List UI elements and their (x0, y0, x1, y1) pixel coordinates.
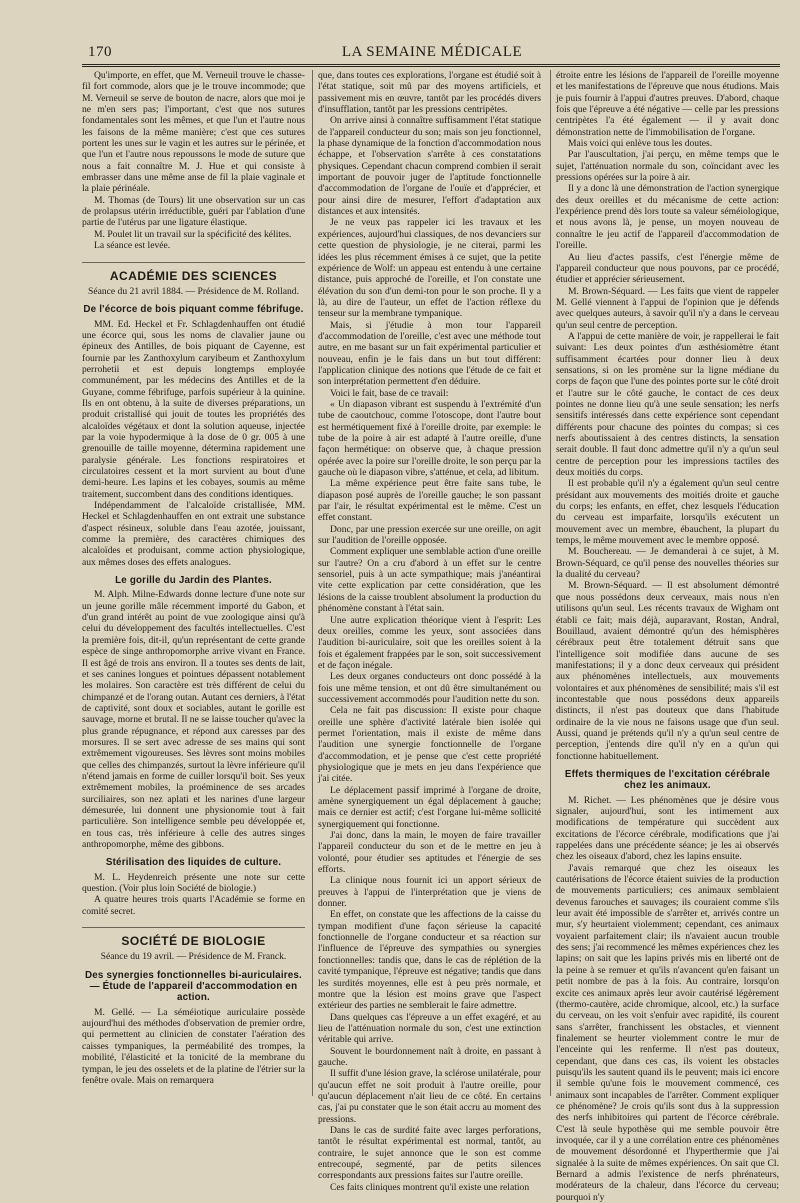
paragraph: La même expérience peut être faite sans tube, le diapason posé auprès de l'oreille gauche; le son passant par l'air, le résultat expérimental est le même. C'est un effet constant. (318, 478, 541, 524)
paragraph: En effet, on constate que les affections de la caisse du tympan modifient d'une façon sérieuse la capacité fonctionnelle de l'organe conducteur et sa réaction sur l'influence de l'épreuve des sympathies ou synergies fonctionnelles: tandis que, dans le cas de réplétion de la cavité tympanique, l'épreuve est négative; tandis que dans les surdités moyennes, elle est à peu près normale, et montre que la lésion est moins grave que l'aspect extérieur des parties ne semblerait le faire admettre. (318, 909, 541, 1012)
paragraph: M. L. Heydenreich présente une note sur cette question. (Voir plus loin Société de biologie.) (82, 871, 305, 895)
paragraph: Cela ne fait pas discussion: Il existe pour chaque oreille une sphère d'activité latérale bien isolée qui permet l'orientation, mais il existe de même dans l'audition une synergie fonctionnelle de l'organe d'accommodation, et je pense que c'est cette propriété physiologique que je mets en jeu dans l'expérience que j'ai citée. (318, 705, 541, 785)
paragraph: Il est probable qu'il n'y a également qu'un seul centre présidant aux mouvements des moitiés droite et gauche du corps; les enfants, en effet, chez lesquels l'éducation du cerveau est imparfaite, lorsqu'ils exécutent un mouvement avec un membre, ébauchent, la plupart du temps, le même mouvement avec le membre opposé. (556, 478, 779, 547)
paragraph: J'ai donc, dans la main, le moyen de faire travailler l'appareil conducteur du son et de le mettre en jeu à volonté, pour étudier ses aptitudes et l'énergie de ses efforts. (318, 830, 541, 876)
paragraph: Une autre explication théorique vient à l'esprit: Les deux oreilles, comme les yeux, sont associées dans l'audition bi-auriculaire, soit que les oreilles soient à la fois et également frappées par le son, soit successivement et de façon inégale. (318, 614, 541, 671)
paragraph: Mais, si j'étudie à mon tour l'appareil d'accommodation de l'oreille, c'est avec une méthode tout autre, en me basant sur un fait expérimental particulier et nouveau, enfin je le fais dans un but tout différent: l'application clinique des notions que l'étude de ce fait et son interprétation permettent d'en déduire. (318, 319, 541, 388)
paragraph: M. Brown-Séquard. — Il est absolument démontré que nous possédons deux cerveaux, mais nous n'en utilisons qu'un seul. Les récents travaux de Wigham ont établi ce fait; mais déjà, auparavant, Rostan, Andral, Bouillaud, avaient démontré qu'un des hémisphères cérébraux peut être totalement détruit sans que l'intelligence soit modifiée dans aucune de ses manifestations; il y a donc deux cerveaux qui président aux phénomènes intellectuels, aux mouvements volontaires et aux phénomènes de sensibilité; mais s'il est incontestable que nous possédons deux appareils distincts, il n'est pas douteux que dans l'habitude ordinaire de la vie nous ne faisons usage que d'un seul. Aussi, quand je prétends qu'il n'y a qu'un seul centre de perception, j'entends dire qu'il n'y en a qu'un qui fonctionne habituellement. (556, 580, 779, 762)
paragraph: M. Brown-Séquard. — Les faits que vient de rappeler M. Gellé viennent à l'appui de l'opinion que je défends avec quelques auteurs, à savoir qu'il n'y a dans le cerveau qu'un seul centre de perception. (556, 285, 779, 331)
column-3 (556, 70, 779, 1203)
paragraph: Dans le cas de surdité faite avec larges perforations, tantôt le résultat expérimental est normal, tantôt, au contraire, le sujet annonce que le son est comme entrecoupé, segmenté, par de petits silences correspondants aux pressions faites sur l'autre oreille. (318, 1124, 541, 1182)
paragraph: Je ne veux pas rappeler ici les travaux et les expériences, aujourd'hui classiques, de nos devanciers sur cette question de physiologie, je ne citerai, parmi les idées les plus récemment émises à ce sujet, que la petite expérience de Wolf: un appeau est entendu à une certaine distance, puis approché de l'oreille, et l'on constate une élévation du son d'un demi-ton pour le son proche. Il y a là, au dire de l'auteur, un effet de l'action réflexe du tenseur sur la membrane tympanique. (318, 217, 541, 320)
column-divider (312, 70, 313, 1096)
paragraph: A l'appui de cette manière de voir, je rappellerai le fait suivant: Les deux pointes d'un æsthésiomètre étant suffisamment écartées pour donner lieu à deux sensations, si on les promène sur la ligne médiane du corps de façon que l'une des pointes porte sur le côté droit et l'autre sur le côté gauche, le contact de ces deux pointes ne donne lieu qu'à une seule sensation; les nerfs sensitifs intéressés dans cette expérience sont cependant différents pour chacune des pointes du compas; si ces nerfs aboutissaient à des centres distincts, la sensation serait double. Il faut donc admettre qu'il n'y a qu'un seul centre de perception pour les impressions tactiles des deux moitiés du corps. (556, 330, 779, 479)
paragraph: Les deux organes conducteurs ont donc possédé à la fois une même tension, et ont dû être simultanément ou successivement accommodés pour l'audition nette du son. (318, 671, 541, 705)
paragraph: Ces faits cliniques montrent qu'il existe une relation (330, 1181, 530, 1193)
article-heading: Le gorille du Jardin des Plantes. (115, 575, 272, 587)
paragraph: « Un diapason vibrant est suspendu à l'extrémité d'un tube de caoutchouc, comme l'otoscope, dont l'autre bout est hermétiquement fixé à l'oreille droite, par exemple: le tube de la poire à air est adapté à l'autre oreille, d'une façon hermétique: on observe que, à chaque pression opérée avec la poire sur l'oreille droite, le son perçu par la gauche où le diapason vibre, s'atténue, et cela, ad libitum. (318, 398, 541, 479)
session-line: Séance du 19 avril. — Présidence de M. Franck. (100, 951, 287, 963)
paragraph: Le déplacement passif imprimé à l'organe de droite, amène synergiquement un égal déplacement à gauche; mais ce dernier est actif; c'est l'organe lui-même sollicité synergiquement qui fonctionne. (318, 784, 541, 830)
paragraph: Dans quelques cas l'épreuve a un effet exagéré, et au lieu de l'atténuation normale du son, c'est une extinction véritable qui arrive. (318, 1011, 541, 1046)
column-2 (318, 70, 541, 1193)
paragraph: étroite entre les lésions de l'appareil de l'oreille moyenne et les manifestations de l'épreuve que nous étudions. Mais je puis fournir à l'appui d'autres preuves. D'abord, chaque fois que l'épreuve a été négative — celle par les pressions centripètes l'a été également — il y avait donc démonstration nette de l'immobilisation de l'organe. (556, 70, 779, 138)
paragraph: MM. Ed. Heckel et Fr. Schlagdenhauffen ont étudié une écorce qui, sous les noms de clavalier jaune ou épineux des Antilles, de bois piquant de Cayenne, est fournie par les Zanthoxylum caryibeum et Zanthoxylum perrohetii et est depuis longtemps employée communément, par les médecins des Antilles et de la Guyane, comme fébrifuge, parfois supérieur à la quinine. Ils en ont obtenu, à la suite de diverses préparations, un produit cristallisé qui jouit de toutes les propriétés des alcaloïdes végétaux et dont la solution aqueuse, injectée par la voie hypodermique à la dose de 0 gr. 005 à une grenouille de taille moyenne, détermina rapidement une paralysie générale. Les fonctions respiratoires et circulatoires cessent et la mort survient au bout d'une demi-heure. Les lapins et les cobayes, soumis au même traitement, succombent dans des conditions identiques. (82, 318, 305, 500)
page-number: 170 (88, 44, 112, 60)
paragraph: M. Alph. Milne-Edwards donne lecture d'une note sur un jeune gorille mâle récemment importé du Gabon, et d'un grand intérêt au point de vue zoologique ainsi qu'à celui du développement des facultés intellectuelles. C'est la première fois, dit-il, qu'un représentant de cette grande espèce de singe anthropomorphe arrive vivant en France. Il est âgé de trois ans environ. Il a toutes ses dents de lait, et ses canines longues et pointues dépassent notablement les molaires. Son caractère est très différent de celui du chimpanzé et de l'orang outan. Autant ces derniers, à l'état de captivité, sont doux et sociables, autant le gorille est sauvage, morne et brutal. Il ne se laisse toucher qu'avec la plus grande répugnance, et répond aux caresses par des morsures. Il se sert avec adresse de ses mains qui sont extrêmement vigoureuses. Ses lèvres sont moins mobiles que celles des chimpanzés, surtout la lèvre inférieure qu'il n'étend jamais en forme de cuiller lorsqu'il boit. Ses yeux extrêmement mobiles, la proéminence de ses arcades surciliaires, son nez aplati et les narines d'une largeur démesurée, lui donnent une physionomie tout à fait particulière. Son intelligence semble peu développée et, en tous cas, très inférieure à celle des autres singes anthropomorphe, même des gibbons. (82, 589, 305, 850)
section-title-academie: ACADÉMIE DES SCIENCES (82, 262, 305, 282)
column-1 (82, 70, 305, 1098)
paragraph: A quatre heures trois quarts l'Académie se forme en comité secret. (82, 894, 305, 917)
running-header (88, 44, 776, 64)
paragraph: Il suffit d'une lésion grave, la sclérose unilatérale, pour qu'aucun effet ne soit produit à l'autre oreille, pour qu'aucun déplacement n'ait lieu de ce côté. En certains cas, j'ai pu constater que le son était accru au moment des pressions. (318, 1068, 541, 1125)
paragraph: Qu'importe, en effet, que M. Verneuil trouve le chasse-fil fort commode, alors que je le trouve incommode; que M. Verneuil se serve de bouton de nacre, alors que moi je ne m'en sers pas; l'important, c'est que nos sutures fondamentales sont les mêmes, et que l'un et l'autre nous les faisons de la même manière; c'est que ces sutures portent les unes sur le vagin et les autres sur le périnée, et que l'un et l'autre nous repoussons le mode de suture que nous a fait connaître M. J. Hue et qui consiste à embrasser dans une même anse de fil la plaie vaginale et la plaie périnéale. (82, 70, 305, 195)
paragraph: On arrive ainsi à connaître suffisamment l'état statique de l'appareil conducteur du son; mais son jeu fonctionnel, la phase dynamique de la fonction d'accommodation nous échappe, et l'observation s'arrête à ces constatations physiques. Cependant chacun comprend combien il serait important de pouvoir juger de l'aptitude fonctionnelle d'accommodation de l'organe de l'ouïe et d'apprécier, et pour ainsi dire de mesurer, l'effort d'adaptation aux distances et aux intensités. (318, 115, 541, 218)
header-rule (82, 64, 780, 67)
column-divider (550, 70, 551, 1096)
paragraph: Mais voici qui enlève tous les doutes. (568, 138, 713, 150)
article-heading: Des synergies fonctionnelles bi-auriculaires. — Étude de l'appareil d'accommodation en action. (85, 969, 302, 1004)
paragraph: Il y a donc là une démonstration de l'action synergique des deux oreilles et du mécanisme de cette action: l'expérience prend dès lors toute sa valeur séméiologique, et nous avons là, je pense, un moyen nouveau de connaître le jeu actif de l'appareil d'accommodation de l'oreille. (556, 183, 779, 252)
paragraph: La séance est levée. (94, 240, 171, 252)
paragraph: M. Richet. — Les phénomènes que je désire vous signaler, aujourd'hui, sont les intimement aux modifications de température qui succèdent aux excitations de l'écorce cérébrale, modifications que j'ai rappelées dans une précédente séance; je les ai observés chez les oiseaux d'abord, chez les lapins ensuite. (556, 794, 779, 863)
paragraph: M. Bouchereau. — Je demanderai à ce sujet, à M. Brown-Séquard, ce qu'il pense des nouvelles théories sur la dualité du cerveau? (556, 546, 779, 581)
session-line: Séance du 21 avril 1884. — Présidence de M. Rolland. (87, 285, 300, 297)
paragraph: que, dans toutes ces explorations, l'organe est étudié soit à l'état statique, soit mû par des moyens artificiels, et passivement mis en œuvre, tantôt par les procédés divers d'insufflation, tantôt par les pressions centripètes. (318, 70, 541, 116)
article-heading: Stérilisation des liquides de culture. (105, 857, 282, 869)
paragraph: Au lieu d'actes passifs, c'est l'énergie même de l'appareil conducteur que nous pouvons, par ce procédé, étudier et apprécier sérieusement. (556, 251, 779, 286)
paragraph: Comment expliquer une semblable action d'une oreille sur l'autre? On a cru d'abord à un effet sur le centre sensoriel, puis à un acte sympathique; mais j'anéantirai vite cette explication par cette considération, que les lésions de la caisse troublent absolument la production du phénomène constant à l'état sain. (318, 546, 541, 615)
paragraph: Voici le fait, base de ce travail: (330, 387, 449, 399)
paragraph: Souvent le bourdonnement naît à droite, en passant à gauche. (318, 1045, 541, 1068)
paragraph: J'avais remarqué que chez les oiseaux les cautérisations de l'écorce étaient suivies de la production de mouvements particuliers; ces animaux semblaient devenus farouches et sauvages; ils couraient comme s'ils leur avait été impossible de s'arrêter et, arrivés contre un mur, s'y heurtaient violemment; cependant, ces animaux voyaient parfaitement clair; ils n'avaient aucun trouble des sens; j'ai recommencé les mêmes expériences chez les lapins; on sait que les lapins privés mis en liberté ont de la peine à se remuer et qu'ils n'avancent qu'en faisant un petit nombre de pas à la fois. Au contraire, lorsqu'on excite ces animaux après leur avoir cautérisé légèrement (thermo-cautère, acide chromique, alcool, etc.) la surface du cerveau, on les voit s'enfuir avec rapidité, ils courent sans s'arrêter, franchissent les obstacles, et viennent finalement se heurter violemment contre le mur de l'enceinte qui les renferme. Il n'est pas douteux, cependant, que dans ces cas, ils voient les obstacles puisqu'ils les sautent quand ils le peuvent; mais ici encore il semble qu'une fois le mouvement commencé, ces animaux sont incapables de l'arrêter. Comment expliquer ce phénomène? Je crois qu'ils sont dus à la suppression des nerfs inhibitoires qui partent de l'écorce cérébrale. C'est là seule hypothèse qui me semble pouvoir être invoquée, car il y a une corrélation entre ces phénomènes de mouvement désordonné et l'hyperthermie que j'ai signalée à la suite de mêmes expériences. On sait que Cl. Bernard a admis l'existence de nerfs phrénateurs, modérateurs de la chaleur, dans l'écorce du cerveau; pourquoi n'y (556, 862, 779, 1203)
section-title-biologie: SOCIÉTÉ DE BIOLOGIE (82, 927, 305, 947)
article-heading: Effets thermiques de l'excitation cérébrale chez les animaux. (564, 768, 771, 792)
paragraph: M. Poulet lit un travail sur la spécificité des kélites. (94, 228, 292, 240)
paragraph: M. Gellé. — La séméiotique auriculaire possède aujourd'hui des méthodes d'observation de premier ordre, qui permettent au clinicien de constater l'aération des caisses tympaniques, la perméabilité des trompes, la mobilité, l'élasticité et la tonicité de la membrane du tympan, le jeu des osselets et de la platine de l'étrier sur la fenêtre ovale. Mais on remarquera (82, 1006, 305, 1086)
article-heading: De l'écorce de bois piquant comme fébrifuge. (83, 304, 304, 316)
paragraph: Donc, par une pression exercée sur une oreille, on agit sur l'audition de l'oreille opposée. (318, 523, 541, 547)
paragraph: Indépendamment de l'alcaloïde cristallisée, MM. Heckel et Schlagdenhauffen en ont extrait une substance d'aspect résineux, soluble dans l'eau azotée, jouissant, comme la première, des caractères chimiques des alcaloïdes et produisant, comme action physiologique, aux mêmes doses des effets analogues. (82, 500, 305, 568)
paragraph: M. Thomas (de Tours) lit une observation sur un cas de prolapsus utérin irréductible, guéri par l'ablation d'une partie de l'utérus par une ligature élastique. (82, 194, 305, 229)
journal-title: LA SEMAINE MÉDICALE (341, 44, 523, 60)
paragraph: La clinique nous fournit ici un apport sérieux de preuves à l'appui de l'interprétation que je viens de donner. (318, 875, 541, 910)
paragraph: Par l'auscultation, j'ai perçu, en même temps que le sujet, l'atténuation normale du son, coïncidant avec les pressions opérées sur la poire à air. (556, 149, 779, 184)
